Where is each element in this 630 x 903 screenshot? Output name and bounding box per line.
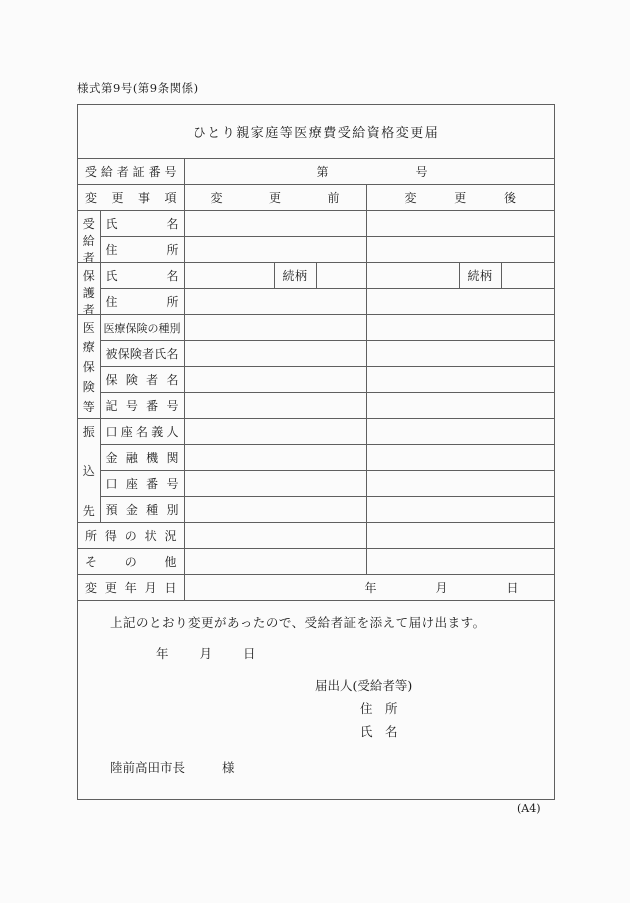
recipient-name-before-cell [184,211,366,237]
recipient-address-row [78,237,554,263]
account-holder-row [78,419,554,445]
relationship-after-value-cell [501,263,554,289]
relationship-before-value-cell [316,263,366,289]
guardian-address-after-cell [366,289,554,315]
insurer-name-row [78,367,554,393]
applicant-address-label: 住 所 [360,701,398,716]
recipient-name-row [78,211,554,237]
before-header-cell [184,185,366,211]
financial-institution-after-cell [366,445,554,471]
financial-institution-before-cell [184,445,366,471]
relationship-label: 続柄 [282,269,308,283]
guardian-address-label-cell [100,289,184,315]
paper-size-note: (A4) [517,802,541,815]
account-number-before-cell [184,471,366,497]
deposit-type-after-cell [366,497,554,523]
group-guardian-label: 保 護 者 [82,268,95,315]
account-number-row [78,471,554,497]
relationship-after-label-cell [459,263,501,289]
account-holder-before-cell [184,419,366,445]
other-label: そ の 他 [85,555,177,569]
change-date-label: 変 更 年 月 日 [85,581,177,595]
insured-name-before-cell [184,341,366,367]
group-recipient-label: 受 給 者 [82,216,95,263]
cert-number-value-cell [184,159,554,185]
financial-institution-label: 金 融 機 関 [105,451,179,465]
relationship-label: 続柄 [467,269,493,283]
day-unit: 日 [506,581,519,595]
month-unit: 月 [435,581,448,595]
insurer-name-label-cell [100,367,184,393]
account-holder-label-cell [100,419,184,445]
deposit-type-label: 預 金 種 別 [105,503,179,517]
insurance-type-label-cell [100,315,184,341]
financial-institution-row [78,445,554,471]
account-number-after-cell [366,471,554,497]
guardian-address-row [78,289,554,315]
guardian-name-label-cell [100,263,184,289]
day-unit: 日 [243,646,256,661]
cert-number-value [185,163,555,180]
cert-no-suffix: 号 [415,165,428,179]
guardian-name-after-cell [366,263,459,289]
insurer-name-label: 保 険 者 名 [105,373,179,387]
change-item-header: 変 更 事 項 [85,191,177,205]
change-date-label-cell [78,575,184,601]
cert-no-prefix: 第 [316,165,329,179]
address-label: 住 所 [105,295,179,309]
recipient-address-label-cell [100,237,184,263]
insurance-type-row [78,315,554,341]
insurance-type-before-cell [184,315,366,341]
year-unit: 年 [364,581,377,595]
after-header: 変 更 後 [404,191,517,205]
declaration-text: 上記のとおり変更があったので、受給者証を添えて届け出ます。 [110,615,486,630]
change-date-value-cell [184,575,554,601]
account-number-label: 口 座 番 号 [105,477,179,491]
other-after-cell [366,549,554,575]
income-status-before-cell [184,523,366,549]
after-header-cell [366,185,554,211]
insured-name-after-cell [366,341,554,367]
cert-number-row [78,159,554,185]
financial-institution-label-cell [100,445,184,471]
group-transfer-label: 振 込 先 [82,424,95,518]
recipient-address-after-cell [366,237,554,263]
income-status-row [78,523,554,549]
symbol-number-label-cell [100,393,184,419]
group-insurance-cell [78,315,100,419]
relationship-before-label-cell [274,263,316,289]
addressee-name: 陸前高田市長 [110,760,186,775]
income-status-label-cell [78,523,184,549]
deposit-type-row [78,497,554,523]
insurance-type-label: 医 療 保 険 の 種 別 [103,321,181,335]
income-status-label: 所 得 の 状 況 [85,529,177,543]
address-label: 住 所 [105,243,179,257]
addressee-line [110,758,235,776]
insurer-name-before-cell [184,367,366,393]
guardian-name-row [78,263,554,289]
other-before-cell [184,549,366,575]
symbol-number-label: 記 号 番 号 [105,399,179,413]
insurer-name-after-cell [366,367,554,393]
other-label-cell [78,549,184,575]
applicant-name-label: 氏 名 [360,724,398,739]
name-label: 氏 名 [105,269,179,283]
income-status-after-cell [366,523,554,549]
change-date-value [185,579,555,596]
account-number-label-cell [100,471,184,497]
recipient-name-after-cell [366,211,554,237]
symbol-number-before-cell [184,393,366,419]
account-holder-label: 口 座 名 義 人 [105,425,179,439]
deposit-type-label-cell [100,497,184,523]
change-form-table [78,158,554,601]
insured-name-row [78,341,554,367]
month-unit: 月 [199,646,213,661]
deposit-type-before-cell [184,497,366,523]
addressee-honorific: 様 [222,760,235,775]
recipient-address-before-cell [184,237,366,263]
group-recipient-cell [78,211,100,263]
guardian-address-before-cell [184,289,366,315]
submission-date-line [156,644,256,662]
recipient-name-label-cell [100,211,184,237]
other-row [78,549,554,575]
name-label: 氏 名 [105,217,179,231]
change-item-header-cell [78,185,184,211]
symbol-number-after-cell [366,393,554,419]
applicant-label: 届出人(受給者等) [315,678,413,693]
group-guardian-cell [78,263,100,315]
change-date-row [78,575,554,601]
symbol-number-row [78,393,554,419]
before-header: 変 更 前 [210,191,340,205]
group-transfer-cell [78,419,100,523]
form-title: ひとり親家庭等医療費受給資格変更届 [192,126,440,141]
form-sheet [77,104,555,800]
cert-number-label-cell [78,159,184,185]
form-number: 様式第9号(第9条関係) [77,81,199,95]
insured-name-label: 被 保 険 者 氏 名 [105,347,179,361]
cert-number-label: 受 給 者 証 番 号 [85,165,177,179]
group-insurance-label: 医 療 保 険 等 [82,320,95,414]
account-holder-after-cell [366,419,554,445]
insurance-type-after-cell [366,315,554,341]
insured-name-label-cell [100,341,184,367]
column-header-row [78,185,554,211]
year-unit: 年 [156,646,169,661]
guardian-name-before-cell [184,263,274,289]
